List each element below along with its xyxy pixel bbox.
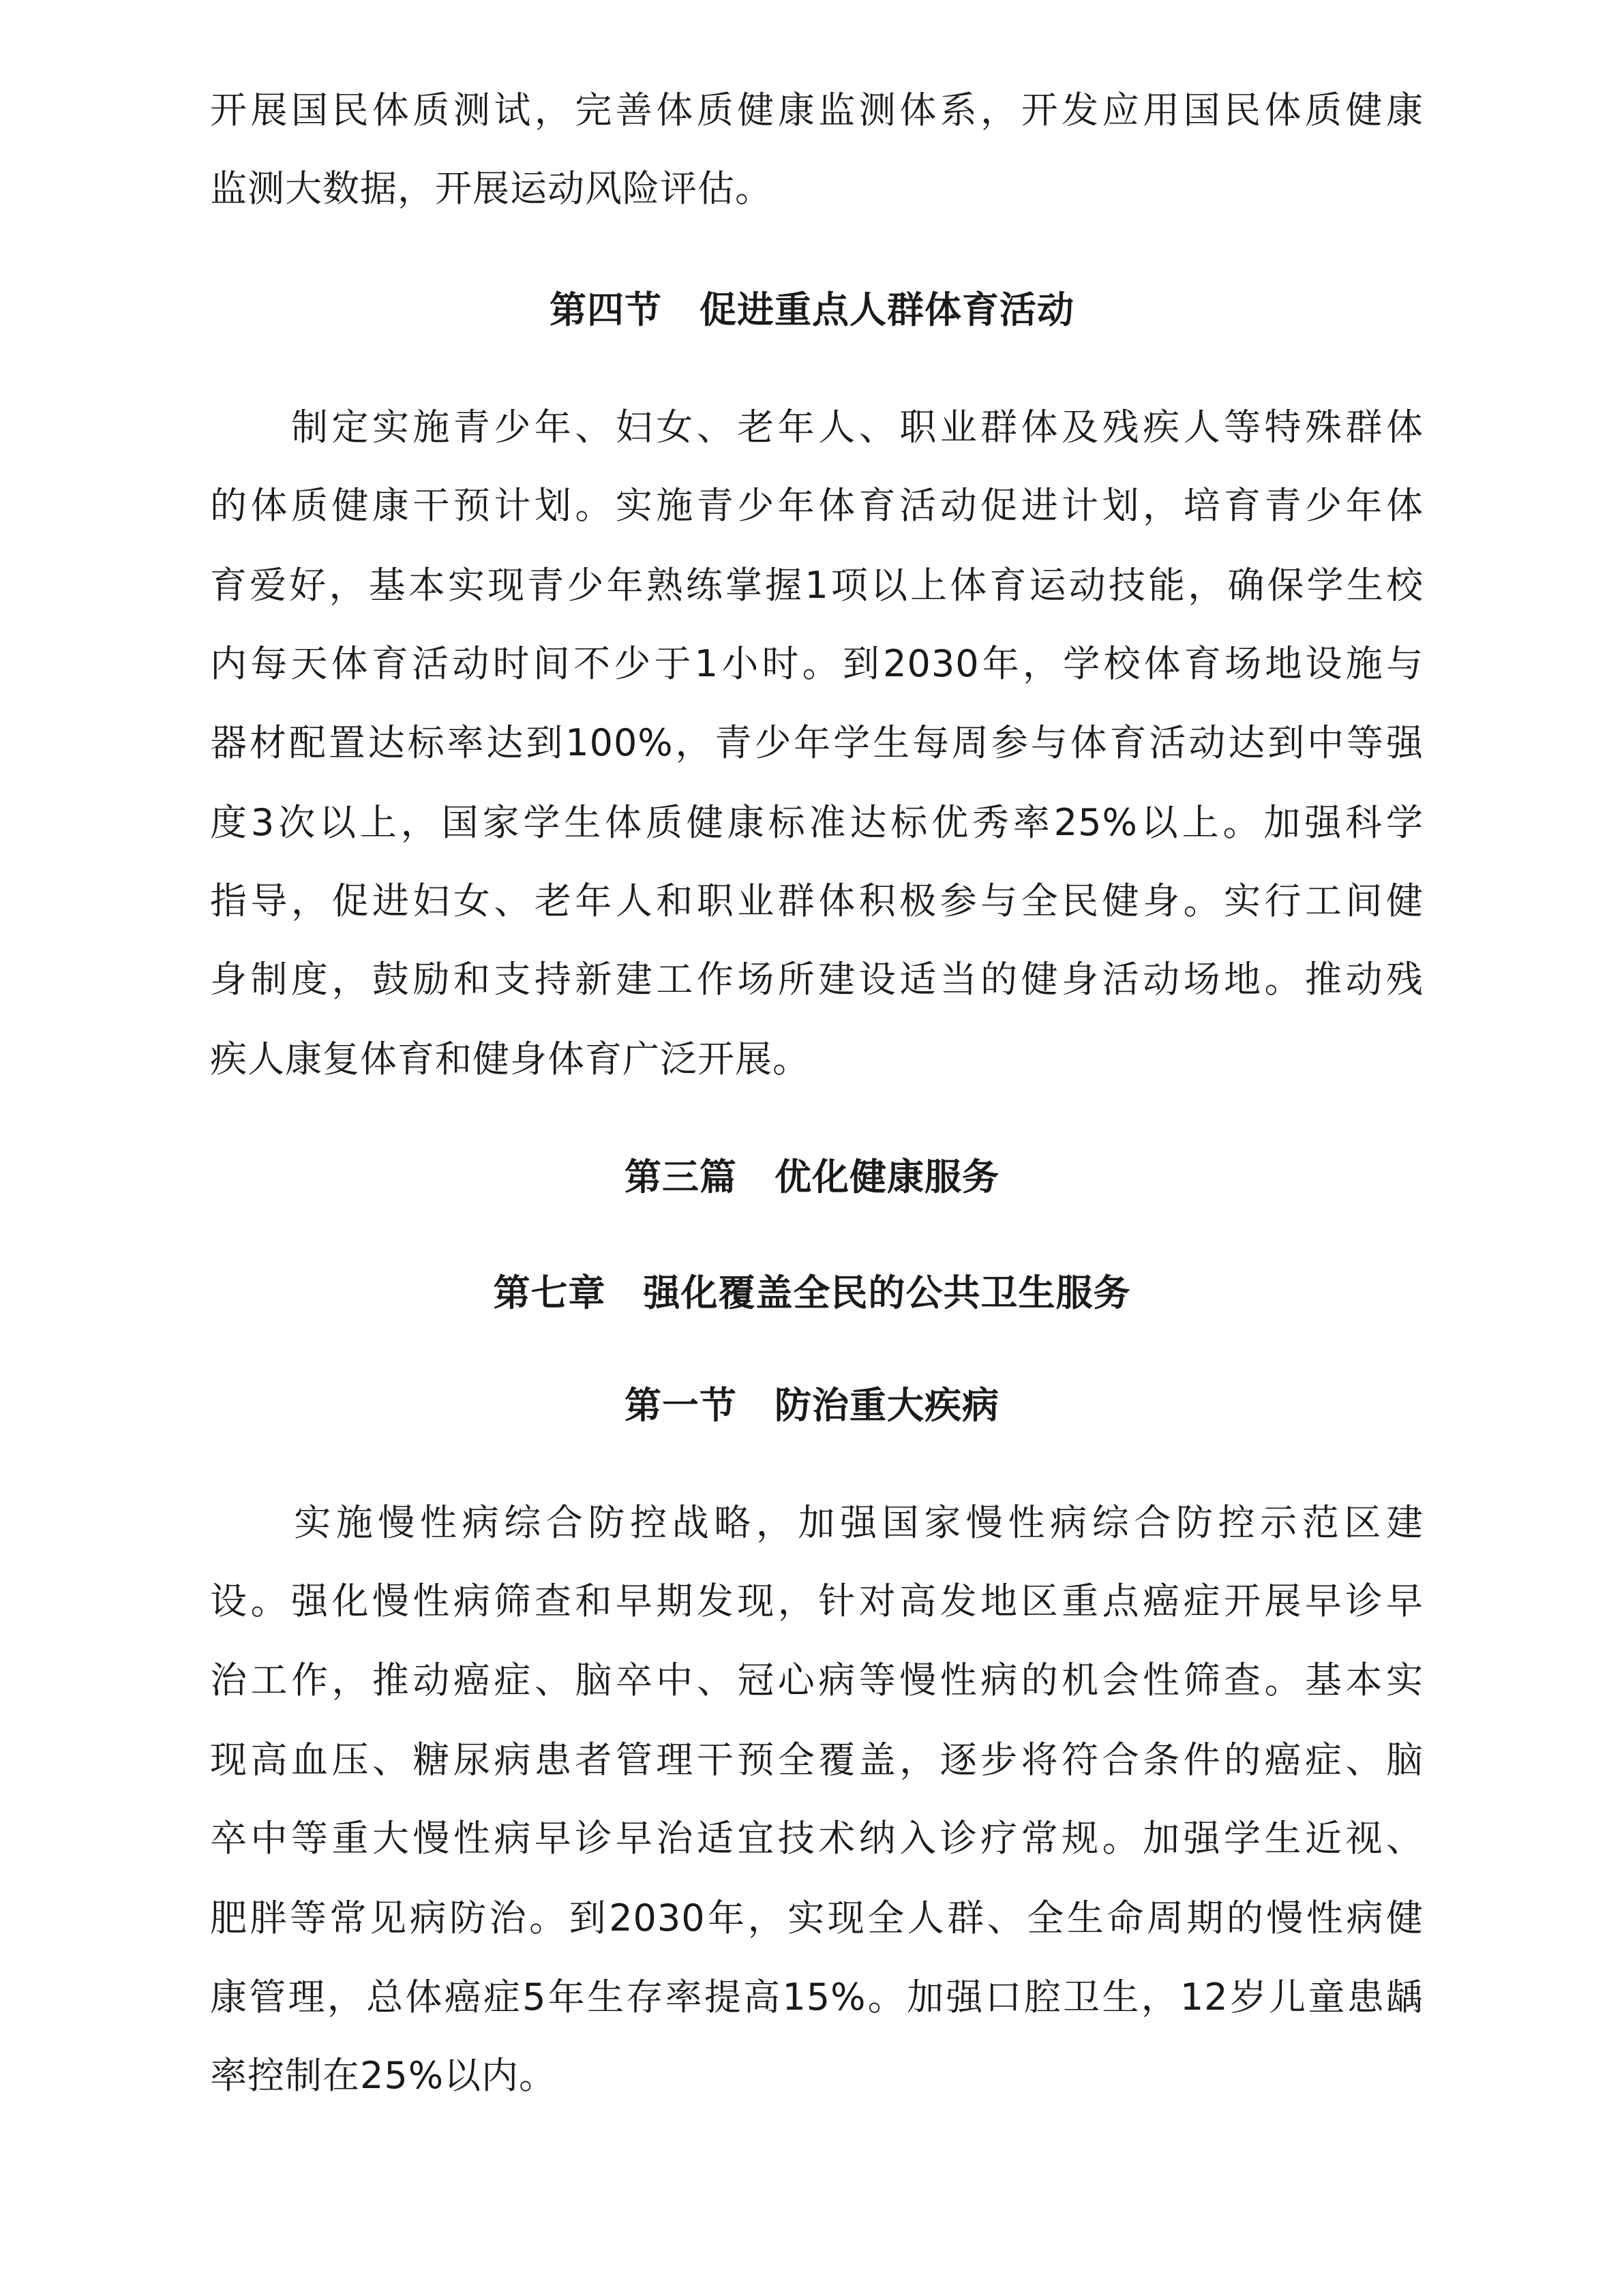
paragraph-line: 的体质健康干预计划。实施青少年体育活动促进计划，培育青少年体 — [210, 484, 1424, 527]
paragraph-line: 器材配置达标率达到100%，青少年学生每周参与体育活动达到中等强 — [210, 721, 1424, 764]
paragraph-line: 实施慢性病综合防控战略，加强国家慢性病综合防控示范区建 — [210, 1501, 1424, 1544]
paragraph-line: 开展国民体质测试，完善体质健康监测体系，开发应用国民体质健康 — [210, 89, 1424, 132]
paragraph-line: 身制度，鼓励和支持新建工作场所建设适当的健身活动场地。推动残 — [210, 958, 1424, 1001]
part-heading: 第三篇 优化健康服务 — [625, 1155, 999, 1198]
paragraph-line: 肥胖等常见病防治。到2030年，实现全人群、全生命周期的慢性病健 — [210, 1897, 1424, 1939]
paragraph-line: 育爱好，基本实现青少年熟练掌握1项以上体育运动技能，确保学生校 — [210, 564, 1424, 607]
paragraph-line: 率控制在25%以内。 — [210, 2054, 557, 2097]
paragraph-line: 度3次以上，国家学生体质健康标准达标优秀率25%以上。加强科学 — [210, 801, 1424, 844]
paragraph-line: 指导，促进妇女、老年人和职业群体积极参与全民健身。实行工间健 — [210, 879, 1424, 922]
paragraph-line: 现高血压、糖尿病患者管理干预全覆盖，逐步将符合条件的癌症、脑 — [210, 1738, 1424, 1781]
section-heading: 第一节 防治重大疾病 — [625, 1384, 999, 1427]
paragraph-line: 疾人康复体育和健身体育广泛开展。 — [210, 1038, 810, 1081]
paragraph-line: 制定实施青少年、妇女、老年人、职业群体及残疾人等特殊群体 — [210, 406, 1424, 449]
paragraph-line: 内每天体育活动时间不少于1小时。到2030年，学校体育场地设施与 — [210, 642, 1424, 685]
paragraph-line: 康管理，总体癌症5年生存率提高15%。加强口腔卫生，12岁儿童患龋 — [210, 1976, 1424, 2019]
paragraph-line: 设。强化慢性病筛查和早期发现，针对高发地区重点癌症开展早诊早 — [210, 1580, 1424, 1622]
paragraph-line: 治工作，推动癌症、脑卒中、冠心病等慢性病的机会性筛查。基本实 — [210, 1659, 1424, 1702]
paragraph-line: 监测大数据，开展运动风险评估。 — [210, 167, 772, 210]
section-heading: 第四节 促进重点人群体育活动 — [550, 288, 1074, 331]
paragraph-line: 卒中等重大慢性病早诊早治适宜技术纳入诊疗常规。加强学生近视、 — [210, 1817, 1424, 1860]
chapter-heading: 第七章 强化覆盖全民的公共卫生服务 — [493, 1271, 1131, 1314]
